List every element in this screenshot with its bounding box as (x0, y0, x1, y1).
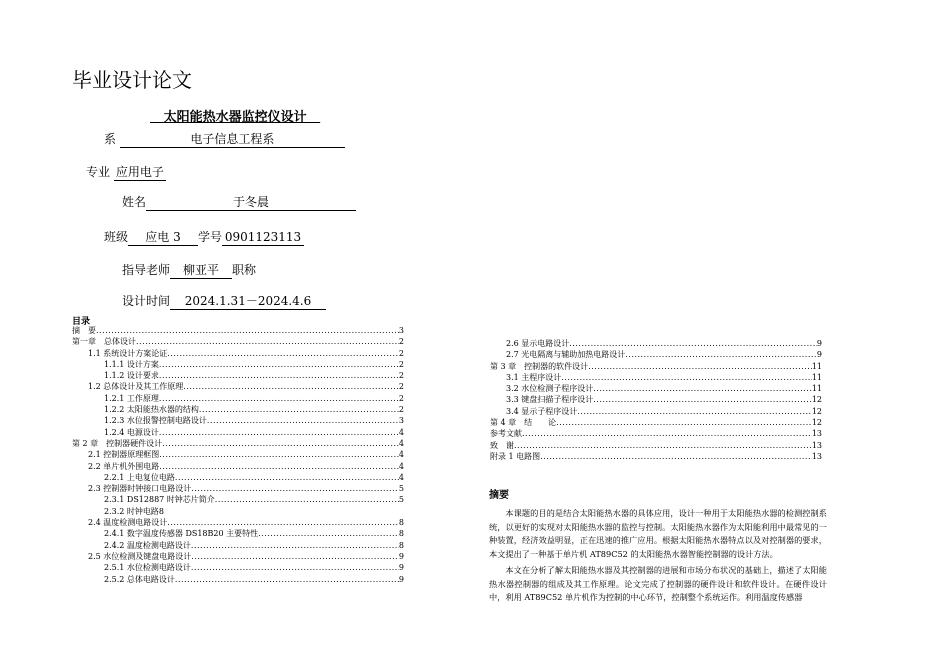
toc-entry-page: 8 (398, 529, 404, 539)
toc-entry-page: 11 (811, 384, 822, 394)
toc-entry (72, 348, 404, 359)
toc-entry-page: 2 (398, 359, 404, 369)
toc-entry-page: 4 (398, 450, 404, 460)
toc-leader (159, 359, 399, 370)
toc-entry-page: 4 (398, 472, 404, 482)
rank-label: 职称 (232, 263, 257, 277)
major-label: 专业 (86, 165, 111, 179)
toc-leader (561, 372, 812, 383)
toc-entry (490, 349, 822, 360)
toc-leader (167, 517, 399, 528)
toc-entry-label: 1.2.2 太阳能热水器的结构 (104, 405, 199, 415)
toc-entry (72, 427, 404, 438)
toc-entry-page: 12 (811, 406, 822, 416)
toc-entry-label: 3.1 主程序设计 (506, 372, 562, 382)
toc-leader (159, 461, 399, 472)
toc-entry (72, 517, 404, 528)
toc-entry (72, 325, 404, 336)
toc-entry (72, 472, 404, 483)
toc-leader (207, 415, 399, 426)
name-value: 于冬晨 (146, 195, 356, 211)
toc-entry-label: 1.2.1 工作原理 (104, 393, 159, 403)
toc-entry-label: 2.5 水位检测及键盘电路设计 (88, 551, 192, 561)
toc-left-column (72, 325, 404, 585)
toc-leader (159, 449, 399, 460)
toc-entry-label: 2.7 光电隔离与辅助加热电路设计 (506, 350, 626, 360)
toc-entry (72, 551, 404, 562)
toc-leader (167, 348, 399, 359)
toc-entry-label: 1.2.3 水位报警控制电路设计 (104, 416, 207, 426)
toc-entry-label: 2.3.1 DS12887 时钟芯片简介 (104, 495, 215, 505)
toc-entry (72, 528, 404, 539)
toc-entry-page: 8 (398, 540, 404, 550)
dept-value: 电子信息工程系 (120, 132, 345, 148)
abstract-paragraph: 本课题的目的是结合太阳能热水器的具体应用，设计一种用于太阳能热水器的检测控制系统，以更好的实现对太阳能热水器的监控与控制。太阳能热水器作为太阳能利用中最常见的一种装置，经济效益明显，正在迅速的推广应用。根据太阳能热水器特点以及对控制器的要求，本文提出了一种基于单片机 AT89C52 的太阳能热水器智能控制器的设计方法。 (489, 508, 827, 559)
toc-entry-page: 4 (398, 461, 404, 471)
toc-entry-label: 2.3.2 时钟电路8 (104, 506, 164, 516)
class-row (104, 228, 304, 246)
toc-leader (159, 427, 399, 438)
toc-entry-page: 2 (398, 371, 404, 381)
toc-entry (72, 438, 404, 449)
toc-entry-page: 8 (398, 518, 404, 528)
toc-entry (72, 404, 404, 415)
abstract-body (489, 507, 827, 608)
toc-leader (96, 325, 399, 336)
toc-entry-label: 致 谢 (490, 440, 514, 450)
toc-leader (588, 361, 812, 372)
toc-leader (191, 551, 399, 562)
toc-entry-label: 2.4 温度检测电路设计 (88, 518, 168, 528)
time-row (122, 292, 326, 310)
toc-entry (490, 338, 822, 349)
toc-entry-page: 12 (811, 418, 822, 428)
toc-leader (183, 381, 399, 392)
toc-entry (72, 393, 404, 404)
toc-leader (159, 393, 399, 404)
toc-leader (191, 540, 399, 551)
toc-leader (593, 394, 812, 405)
toc-entry (490, 394, 822, 405)
id-value: 0901123113 (222, 230, 304, 246)
toc-entry-page: 2 (398, 382, 404, 392)
toc-entry-page: 12 (811, 395, 822, 405)
project-title (150, 106, 320, 125)
toc-leader (136, 336, 399, 347)
toc-entry-page: 2 (398, 393, 404, 403)
toc-entry-page: 9 (398, 563, 404, 573)
abstract-heading: 摘要 (489, 490, 509, 501)
toc-right-column (490, 338, 822, 462)
toc-leader (199, 404, 399, 415)
toc-entry-label: 1.1.1 设计方案 (104, 359, 159, 369)
dept-label: 系 (104, 132, 117, 146)
toc-entry-label: 3.3 键盘扫描子程序设计 (506, 395, 594, 405)
toc-entry-page: 5 (398, 495, 404, 505)
thesis-heading: 毕业设计论文 (72, 68, 192, 92)
toc-entry (72, 370, 404, 381)
id-label: 学号 (198, 230, 223, 244)
toc-entry-page: 5 (398, 484, 404, 494)
toc-entry-label: 3.4 显示子程序设计 (506, 406, 578, 416)
toc-entry-label: 1.2 总体设计及其工作原理 (88, 382, 184, 392)
toc-leader (191, 483, 399, 494)
toc-entry (72, 483, 404, 494)
advisor-row (122, 261, 256, 279)
toc-entry-label: 2.2.1 上电复位电路 (104, 472, 175, 482)
class-label: 班级 (104, 230, 129, 244)
advisor-value: 柳亚平 (170, 263, 232, 279)
toc-entry (490, 383, 822, 394)
toc-entry-label: 第 3 章 控制器的软件设计 (490, 361, 589, 371)
name-label: 姓名 (122, 195, 147, 209)
advisor-label: 指导老师 (122, 263, 171, 277)
toc-entry-page: 11 (811, 361, 822, 371)
toc-entry (490, 440, 822, 451)
toc-entry-label: 1.1 系统设计方案论证 (88, 348, 168, 358)
toc-leader (258, 528, 399, 539)
toc-entry (72, 449, 404, 460)
toc-leader (162, 438, 399, 449)
toc-leader (159, 370, 399, 381)
toc-entry (490, 406, 822, 417)
toc-entry-page: 4 (398, 427, 404, 437)
toc-entry-page: 9 (816, 350, 822, 360)
toc-entry (72, 415, 404, 426)
toc-entry-page: 3 (398, 416, 404, 426)
toc-leader (556, 417, 812, 428)
toc-entry-label: 2.5.1 水位检测电路设计 (104, 563, 191, 573)
toc-leader (522, 428, 812, 439)
toc-entry (490, 428, 822, 439)
project-title-text: 太阳能热水器监控仪设计 (163, 110, 307, 125)
time-value: 2024.1.31－2024.4.6 (170, 294, 326, 310)
toc-entry-label: 第一章 总体设计 (72, 337, 136, 347)
time-label: 设计时间 (122, 294, 171, 308)
toc-entry-page: 9 (816, 339, 822, 348)
major-value: 应用电子 (115, 165, 164, 179)
toc-entry-label: 参考文献 (490, 429, 522, 439)
name-row (122, 193, 356, 211)
toc-entry-page: 4 (398, 438, 404, 448)
toc-entry-label: 1.1.2 设计要求 (104, 371, 159, 381)
toc-entry (72, 574, 404, 585)
toc-entry-label: 2.5.2 总体电路设计 (104, 574, 175, 584)
toc-heading: 目录 (72, 317, 91, 327)
toc-entry-label: 1.2.4 电源设计 (104, 427, 159, 437)
toc-leader (191, 562, 399, 573)
toc-entry (490, 451, 822, 462)
toc-leader (215, 494, 399, 505)
toc-leader (175, 472, 399, 483)
toc-leader (577, 406, 812, 417)
toc-leader (593, 383, 812, 394)
toc-entry-page: 9 (398, 551, 404, 561)
toc-leader (540, 451, 812, 462)
toc-entry-page: 2 (398, 348, 404, 358)
major-row (86, 163, 166, 181)
toc-entry-label: 2.3 控制器时钟接口电路设计 (88, 484, 192, 494)
toc-entry-page: 13 (811, 440, 822, 450)
toc-entry-page: 9 (398, 574, 404, 584)
toc-entry (72, 336, 404, 347)
toc-entry (72, 381, 404, 392)
toc-leader (569, 338, 817, 349)
toc-entry (490, 361, 822, 372)
toc-entry-label: 附录 1 电路图 (490, 451, 541, 461)
toc-leader (625, 349, 817, 360)
toc-entry (72, 506, 404, 517)
toc-entry (490, 417, 822, 428)
abstract-paragraph: 本文在分析了解太阳能热水器及其控制器的进展和市场分布状况的基础上，描述了太阳能热水器控制器的组成及其工作原理。论文完成了控制器的硬件设计和软件设计。在硬件设计中，利用 AT89C52 单片机作为控制的中心环节，控制整个系统运作。利用温度传感器 (489, 565, 827, 602)
toc-entry (72, 540, 404, 551)
toc-entry-page: 13 (811, 429, 822, 439)
toc-entry-page: 13 (811, 451, 822, 461)
toc-entry-label: 3.2 水位检测子程序设计 (506, 384, 594, 394)
toc-entry (490, 372, 822, 383)
class-value: 应电 3 (128, 230, 198, 246)
toc-entry-page: 3 (398, 326, 404, 335)
toc-entry-page: 2 (398, 405, 404, 415)
toc-entry-label: 摘 要 (72, 326, 96, 335)
toc-entry (72, 461, 404, 472)
toc-entry-label: 2.1 控制器原理框图 (88, 450, 160, 460)
toc-entry-page: 11 (811, 372, 822, 382)
toc-entry (72, 359, 404, 370)
toc-leader (175, 574, 399, 585)
toc-leader (514, 440, 812, 451)
toc-entry-label: 第 4 章 结 论 (490, 418, 557, 428)
toc-entry-label: 2.6 显示电路设计 (506, 339, 570, 348)
toc-entry (72, 494, 404, 505)
toc-entry (72, 562, 404, 573)
toc-entry-label: 2.4.2 温度检测电路设计 (104, 540, 191, 550)
toc-entry-label: 第 2 章 控制器硬件设计 (72, 438, 163, 448)
toc-entry-label: 2.4.1 数字温度传感器 DS18B20 主要特性 (104, 529, 259, 539)
dept-row (104, 130, 345, 148)
toc-entry-label: 2.2 单片机外围电路 (88, 461, 160, 471)
toc-entry-page: 2 (398, 337, 404, 347)
